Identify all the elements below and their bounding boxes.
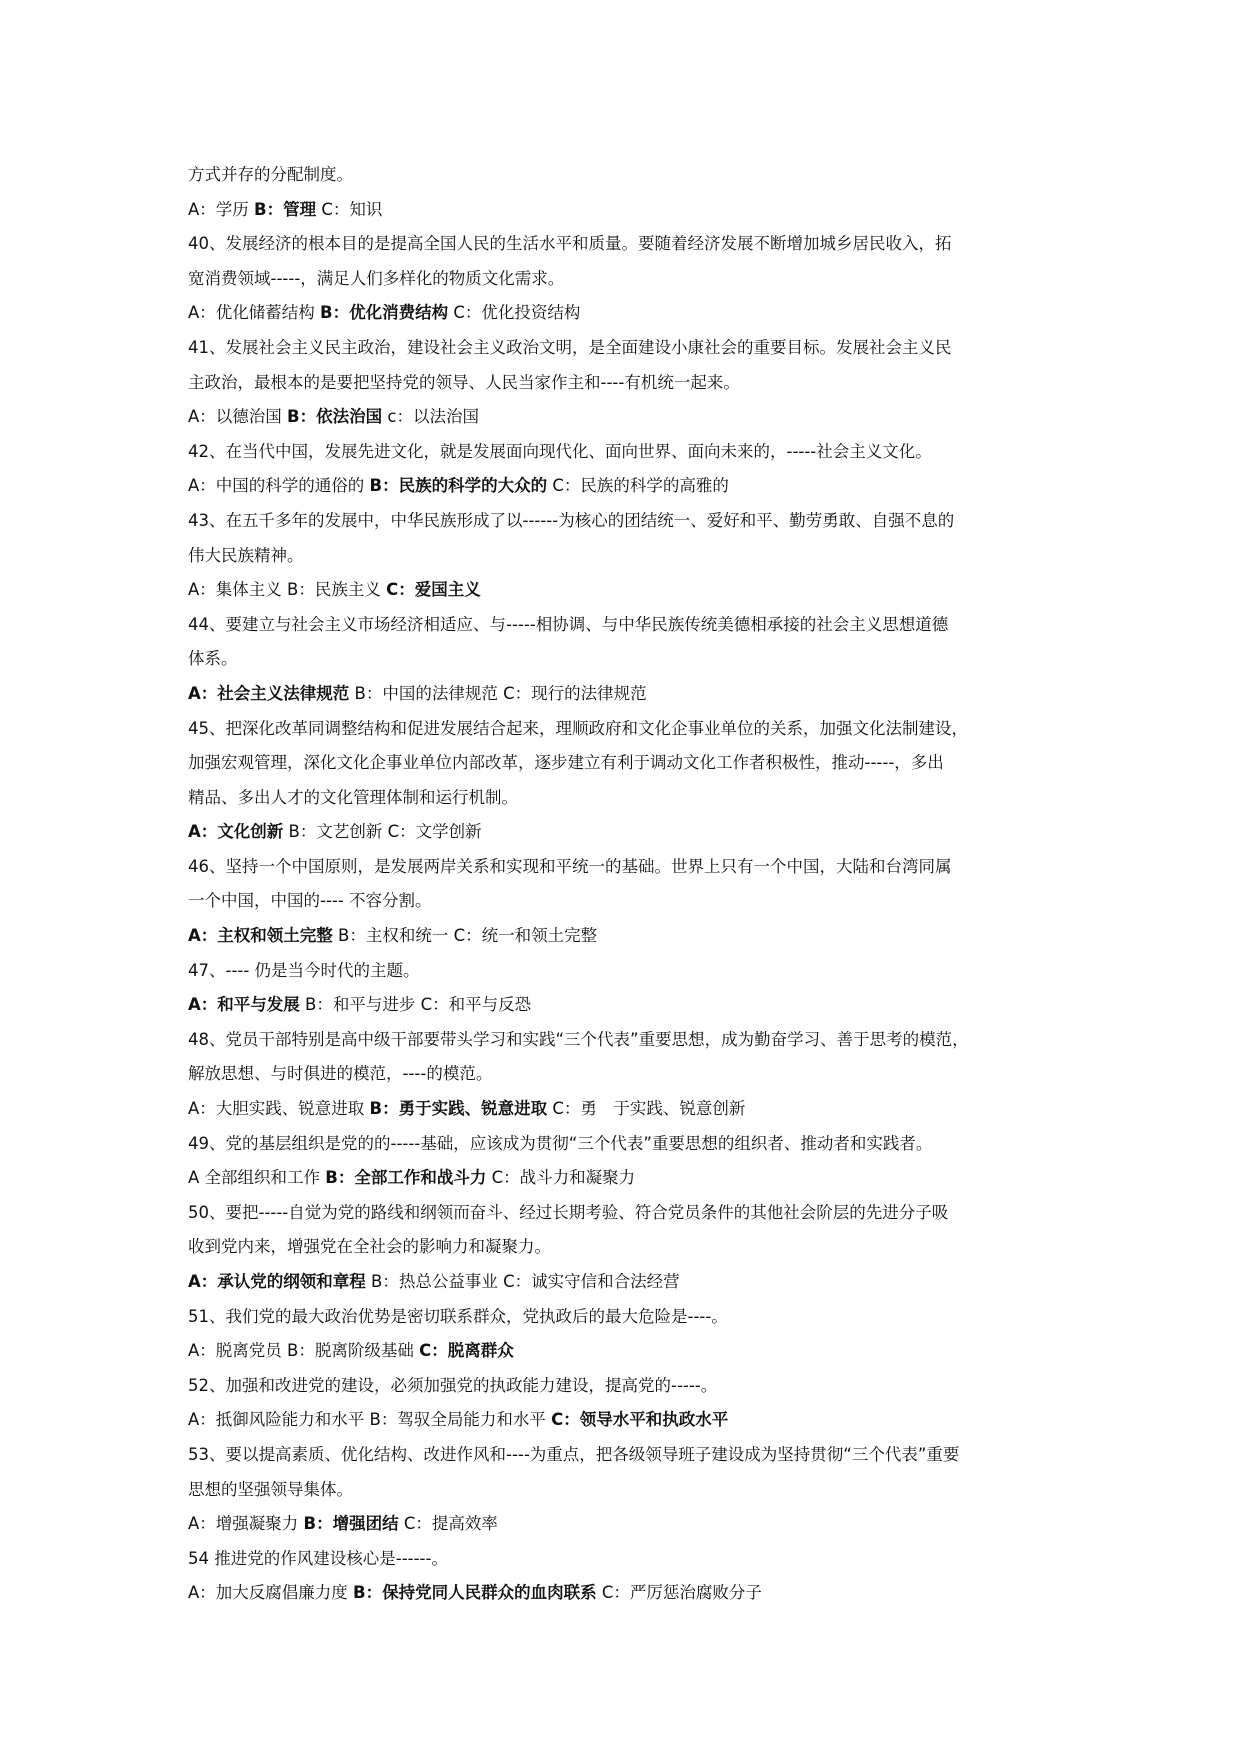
line-text: A：学历 [188,199,255,219]
line-text: 加强宏观管理，深化文化企事业单位内部改革，逐步建立有利于调动文化工作者积极性，推动-----，多出 [188,753,944,773]
line-text: B：中国的法律规范 C：现行的法律规范 [349,683,647,703]
line-text: 体系。 [188,649,238,669]
line-text: 46、坚持一个中国原则，是发展两岸关系和实现和平统一的基础。世界上只有一个中国，大陆和台湾同属 [188,856,952,876]
text-line [188,815,1060,850]
line-text: A：优化储蓄结构 [188,303,321,323]
answer-text: A：社会主义法律规范 [188,683,350,703]
text-line [188,435,1060,470]
text-line [188,954,1060,989]
line-text: c：以法治国 [382,407,479,427]
text-line [188,677,1060,712]
line-text: 42、在当代中国，发展先进文化，就是发展面向现代化、面向世界、面向未来的，-----社会主义文化。 [188,441,932,461]
text-line [188,642,1060,677]
line-text: B：主权和统一 C：统一和领土完整 [332,926,598,946]
line-text: 52、加强和改进党的建设，必须加强党的执政能力建设，提高党的-----。 [188,1375,718,1395]
text-line [188,1473,1060,1508]
line-text: A 全部组织和工作 [188,1168,326,1188]
text-line [188,850,1060,885]
answer-text: A：文化创新 [188,822,284,842]
line-text: A：中国的科学的通俗的 [188,476,370,496]
line-text: 收到党内来，增强党在全社会的影响力和凝聚力。 [188,1237,551,1257]
answer-text: B：依法治国 [287,407,383,427]
line-text: 54 推进党的作风建设核心是------。 [188,1548,448,1568]
line-text: 宽消费领域-----，满足人们多样化的物质文化需求。 [188,268,565,288]
text-line [188,1023,1060,1058]
line-text: 41、发展社会主义民主政治，建设社会主义政治文明，是全面建设小康社会的重要目标。发展社会主义民 [188,337,952,357]
text-line [188,262,1060,297]
line-text: A：增强凝聚力 [188,1514,304,1534]
text-line [188,1369,1060,1404]
text-line [188,1334,1060,1369]
text-line [188,1403,1060,1438]
text-line [188,158,1060,193]
line-text: B：热总公益事业 C：诚实守信和合法经营 [365,1272,680,1291]
text-line [188,539,1060,574]
answer-text: B：增强团结 [303,1514,399,1534]
answer-text: A：主权和领土完整 [188,926,333,946]
line-text: C：严厉惩治腐败分子 [596,1583,762,1603]
line-text: 47、---- 仍是当今时代的主题。 [188,960,420,980]
line-text: A：集体主义 B：民族主义 [188,580,387,600]
answer-text: A：和平与发展 [188,995,300,1015]
text-line [188,781,1060,816]
line-text: 伟大民族精神。 [188,545,304,565]
line-text: C：战斗力和凝聚力 [486,1168,636,1188]
line-text: 解放思想、与时俱进的模范，----的模范。 [188,1064,493,1084]
text-line [188,1507,1060,1542]
line-text: 48、党员干部特别是高中级干部要带头学习和实践“三个代表”重要思想，成为勤奋学习、善于思考的模范， [188,1029,969,1049]
line-text: C：民族的科学的高雅的 [547,476,729,496]
answer-text: C：爱国主义 [386,580,481,600]
line-text: A：大胆实践、锐意进取 [188,1099,370,1119]
text-line [188,1196,1060,1231]
text-line [188,573,1060,608]
line-text: C：知识 [316,199,383,219]
line-text: C：提高效率 [398,1514,498,1534]
text-line [188,1265,1060,1300]
text-line [188,1542,1060,1577]
line-text: A：加大反腐倡廉力度 [188,1583,354,1603]
text-line [188,1230,1060,1265]
text-line [188,919,1060,954]
line-text: 44、要建立与社会主义市场经济相适应、与-----相协调、与中华民族传统美德相承接的社会主义思想道德 [188,614,949,634]
text-line [188,193,1060,228]
line-text: 51、我们党的最大政治优势是密切联系群众，党执政后的最大危险是----。 [188,1306,728,1326]
line-text: B：和平与进步 C：和平与反恐 [299,995,532,1015]
text-line [188,1057,1060,1092]
line-text: 43、在五千多年的发展中，中华民族形成了以------为核心的团结统一、爱好和平、勤劳勇敢、自强不息的 [188,510,955,530]
document-body [188,158,1060,1611]
line-text: B：文艺创新 C：文学创新 [283,822,482,842]
text-line [188,469,1060,504]
line-text: 方式并存的分配制度。 [188,165,353,184]
line-text: 53、要以提高素质、优化结构、改进作风和----为重点，把各级领导班子建设成为坚持贯彻“三个代表”重要 [188,1444,960,1464]
answer-text: C：领导水平和执政水平 [551,1410,729,1430]
text-line [188,331,1060,366]
line-text: 49、党的基层组织是党的的-----基础，应该成为贯彻“三个代表”重要思想的组织者、推动者和实践者。 [188,1133,933,1153]
text-line [188,1161,1060,1196]
text-line [188,1092,1060,1127]
line-text: 主政治，最根本的是要把坚持党的领导、人民当家作主和----有机统一起来。 [188,372,740,392]
line-text: A：脱离党员 B：脱离阶级基础 [188,1341,420,1361]
line-text: 精品、多出人才的文化管理体制和运行机制。 [188,787,518,807]
text-line [188,712,1060,747]
text-line [188,227,1060,262]
text-line [188,1127,1060,1162]
line-text: A：以德治国 [188,407,288,427]
text-line [188,746,1060,781]
text-line [188,400,1060,435]
text-line [188,1576,1060,1611]
line-text: 一个中国，中国的---- 不容分割。 [188,891,432,911]
line-text: 45、把深化改革同调整结构和促进发展结合起来，理顺政府和文化企事业单位的关系，加强文化法制建设， [188,718,968,738]
answer-text: C：脱离群众 [419,1341,514,1361]
text-line [188,608,1060,643]
answer-text: B：优化消费结构 [320,303,449,323]
line-text: C：优化投资结构 [448,303,581,323]
answer-text: B：勇于实践、锐意进取 [369,1099,548,1119]
line-text: 思想的坚强领导集体。 [188,1479,353,1499]
line-text: A：抵御风险能力和水平 B：驾驭全局能力和水平 [188,1410,552,1430]
answer-text: B：保持党同人民群众的血肉联系 [353,1583,597,1603]
text-line [188,1438,1060,1473]
line-text: 40、发展经济的根本目的是提高全国人民的生活水平和质量。要随着经济发展不断增加城乡居民收入，拓 [188,234,952,254]
text-line [188,366,1060,401]
answer-text: B：民族的科学的大众的 [369,476,548,496]
line-text: 50、要把-----自觉为党的路线和纲领而奋斗、经过长期考验、符合党员条件的其他社会阶层的先进分子吸 [188,1202,949,1222]
text-line [188,884,1060,919]
answer-text: B：管理 [254,199,317,219]
text-line [188,504,1060,539]
text-line [188,988,1060,1023]
text-line [188,1300,1060,1335]
line-text: C：勇 于实践、锐意创新 [547,1099,746,1119]
answer-text: B：全部工作和战斗力 [325,1168,487,1188]
answer-text: A：承认党的纲领和章程 [188,1272,366,1291]
text-line [188,296,1060,331]
